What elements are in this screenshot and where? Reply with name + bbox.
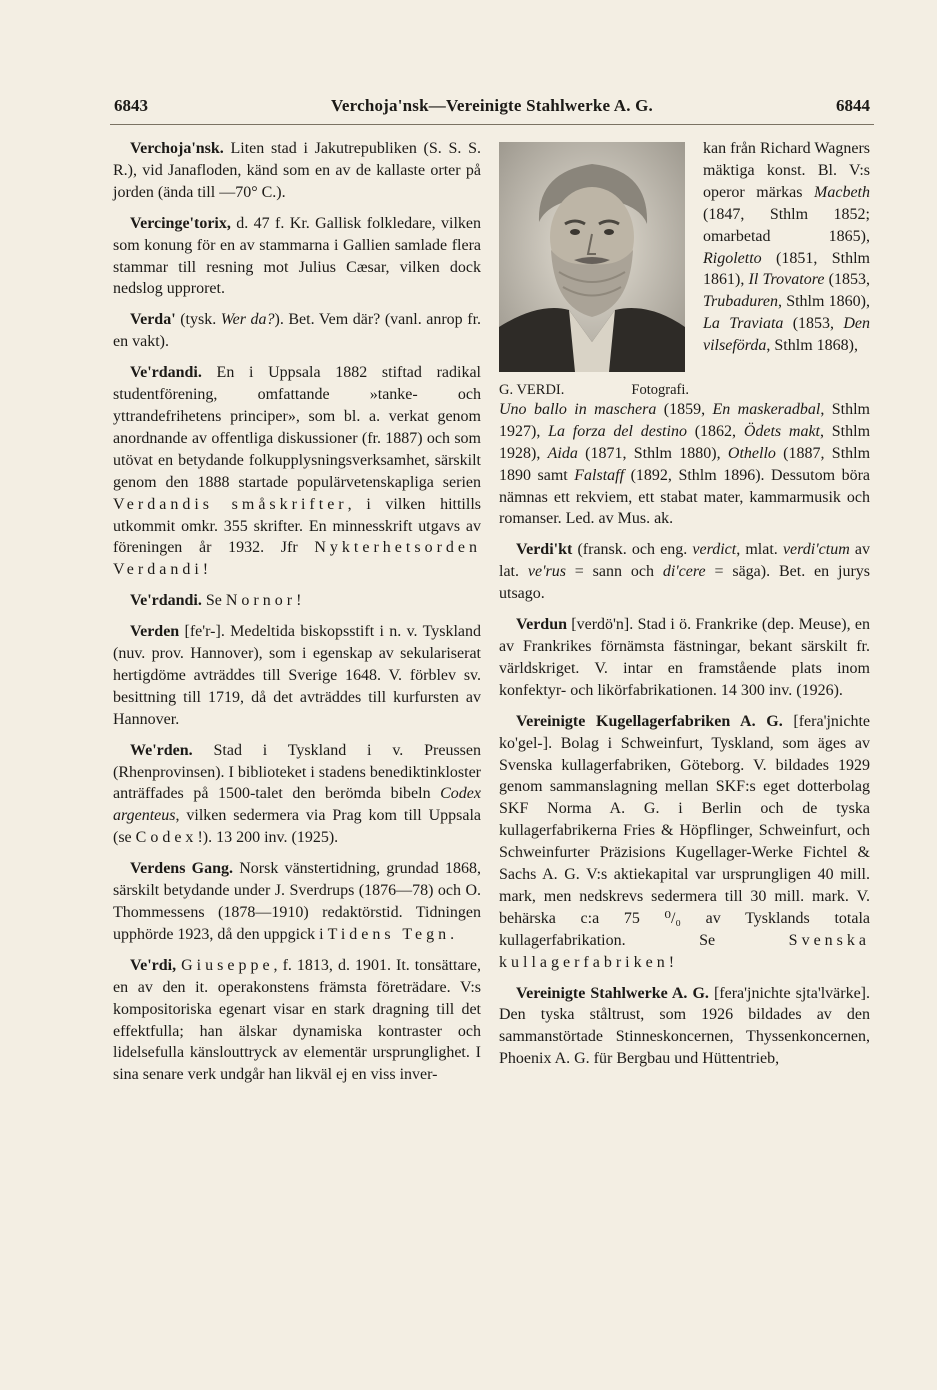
spaced-reference: Nykterhetsorden Verdandi: [113, 539, 481, 579]
opera-title: Den vilseförda: [703, 315, 871, 355]
headword: Verdun: [516, 616, 567, 634]
verdi-portrait-image: [499, 142, 685, 372]
entry-verden: [113, 621, 481, 731]
opera-title: La forza del destino: [548, 422, 687, 440]
entry-text: d. 47 f. Kr. Gallisk folkledare, vilken som konung för en av stammarna i Gallien samlade flera stammar till resning mot Julius Cæsar, vilken dock nedslog upproret.: [113, 214, 481, 298]
entry-text: kan från Richard Wagners mäktiga konst. Bl. V:s operor märkas: [703, 140, 870, 201]
spaced-name: Giuseppe: [181, 956, 274, 974]
entry-text: Stad i Tyskland i v. Preussen (Rhenprovinsen). I biblioteket i stadens benediktinkloster anträffades på 1500-talet den berömda bibeln: [113, 741, 481, 803]
right-column: [499, 138, 870, 1079]
headword: Verdi'kt: [516, 541, 573, 559]
opera-title: Macbeth: [814, 183, 870, 201]
entry-text: [fe'r-]. Medeltida biskopsstift i n. v. Tyskland (nuv. prov. Hannover), som i egenskap av sekulariserat hertigdöme avträddes till Sverige 1648. V. förblev sv. besittning till 1719, då det avträddes till kurfursten av Hannover.: [113, 623, 481, 728]
entry-text: = säga). Bet. en jurys utsago.: [499, 563, 871, 603]
verdi-continuation-side: [703, 138, 870, 357]
entry-text: (1892, Sthlm 1896). Dessutom böra nämnas ett rekviem, ett stabat mater, kammarmusik och romanser. Led. av Mus. ak.: [499, 466, 871, 528]
verdi-continuation: [499, 399, 870, 530]
caption-name: G. VERDI.: [499, 381, 565, 398]
spaced-reference: Svenska kullagerfabriken: [499, 931, 870, 971]
running-title: Verchoja'nsk—Vereinigte Stahlwerke A. G.: [330, 96, 654, 115]
opera-title: Falstaff: [574, 466, 625, 484]
spaced-reference: Tidens Tegn: [327, 925, 451, 943]
entry-text: (1853,: [783, 315, 844, 333]
entry-text: !: [202, 561, 209, 579]
headword: Verden: [130, 623, 180, 641]
headword: Vercinge'torix,: [130, 214, 231, 232]
entry-text: , mlat.: [736, 541, 783, 559]
entry-stahlwerke: [499, 983, 870, 1071]
left-column: [113, 138, 481, 1095]
opera-title: Trubaduren: [703, 293, 778, 311]
page-number-right: 6844: [836, 96, 870, 115]
portrait-figure: [499, 138, 695, 399]
entry-text: , i vilken hittills utkommit omkr. 355 skrifter. En minnesskrift utgavs av föreningen år 1932. Jfr: [113, 495, 481, 557]
entry-verchojansk: [113, 138, 481, 204]
opera-title: Rigoletto: [703, 249, 762, 267]
entry-verdens-gang: [113, 858, 481, 946]
caption-source: Fotografi.: [631, 381, 689, 398]
headword: Vereinigte Kugellagerfabriken A. G.: [516, 712, 783, 730]
entry-text: (1859,: [656, 400, 713, 418]
entry-verdun: [499, 614, 870, 702]
entry-text: (1851, Sthlm 1861),: [703, 249, 870, 289]
entry-text: [fera'jnichte sjta'lvärke]. Den tyska ståltrust, som 1926 bildades av den sammanstörtade Stinneskoncernen, Thyssenkoncernen, Phoenix A. G. für Bergbau und Hüttentrieb,: [499, 984, 871, 1068]
headword: Vereinigte Stahlwerke A. G.: [516, 984, 709, 1002]
entry-text: , Sthlm 1928),: [499, 422, 871, 462]
entry-text: Norsk vänstertidning, grundad 1868, särskilt betydande under J. Sverdrups (1876—78) och O. Thommessens (1878—1910) redaktörstid. Tidningen upphörde 1923, då den uppgick i: [113, 860, 482, 943]
entry-text: Liten stad i Jakutrepubliken (S. S. S. R.), vid Janafloden, känd som en av de kallaste orter på jorden (ända till —70° C.).: [113, 140, 481, 201]
portrait-wrap: [499, 138, 870, 399]
entry-text: , Sthlm 1927),: [499, 400, 870, 440]
entry-verda: [113, 309, 481, 353]
entry-verdandi: [113, 362, 481, 581]
entry-text: .: [450, 925, 455, 943]
opera-title: Il Trovatore: [748, 271, 825, 289]
headword: Ve'rdandi.: [130, 592, 202, 610]
entry-italic: di'cere: [662, 563, 706, 581]
entry-text: , vilken sedermera via Prag kom till Uppsala (se: [113, 807, 481, 847]
entry-italic: verdict: [692, 541, 737, 559]
opera-title: Aida: [547, 444, 578, 462]
headword: Verdens Gang.: [130, 860, 233, 878]
entry-text: [verdö'n]. Stad i ö. Frankrike (dep. Meuse), en av Frankrikes förnämsta fästningar, bekant särskilt fr. världskriget. V. intar en framstående plats inom konfektyr- och likörfabrikationen. 14 300 inv. (1926).: [499, 616, 870, 699]
entry-text: av lat.: [499, 541, 870, 581]
opera-title: Othello: [727, 444, 776, 462]
entry-text: (1847, Sthlm 1852; omarbetad 1865),: [703, 205, 870, 245]
opera-title: Ödets makt: [743, 422, 821, 440]
portrait-caption: [499, 381, 689, 399]
entry-werden: [113, 740, 481, 850]
entry-italic: ve'rus: [527, 563, 566, 581]
entry-verdandi-nornor: [113, 590, 481, 612]
entry-text: , Sthlm 1860),: [777, 293, 870, 311]
entry-vercingetorix: [113, 213, 481, 301]
entry-verdikt: [499, 539, 870, 605]
entry-text: (tysk.: [175, 311, 221, 329]
entry-text: , Sthlm 1868),: [766, 337, 858, 355]
headword: Ve'rdandi.: [130, 364, 202, 382]
entry-text: !). 13 200 inv. (1925).: [197, 829, 339, 847]
entry-italic: Wer da?: [220, 311, 275, 329]
entry-text: !: [296, 592, 302, 610]
opera-title: Uno ballo in maschera: [499, 400, 657, 418]
entry-text: En i Uppsala 1882 stiftad radikal studentförening, omfattande »tanke- och yttrandefrihetens principer», som bl. a. verkat genom anordnande av offentliga diskussioner (fr. 1887) och som utövat en betydande folkupplysningsverksamhet, särskilt genom den 1888 startade populärvetenskapliga serien: [113, 364, 481, 491]
page-header: [114, 96, 870, 120]
page-number-left: 6843: [114, 96, 148, 115]
entry-italic: Codex argenteus: [113, 785, 481, 825]
entry-kugellagerfabriken: [499, 711, 870, 974]
headword: Verchoja'nsk.: [130, 140, 224, 157]
headword: We'rden.: [130, 741, 193, 759]
entry-text: (1887, Sthlm 1890 samt: [499, 444, 871, 484]
entry-text: ). Bet. Vem där? (vanl. anrop fr. en vakt).: [113, 311, 482, 351]
entry-text: (1871, Sthlm 1880),: [577, 444, 728, 462]
entry-italic: verdi'ctum: [782, 541, 850, 559]
entry-text: (1853,: [824, 271, 871, 289]
header-rule: [110, 124, 874, 125]
entry-text: (1862,: [686, 422, 744, 440]
entry-text: = sann och: [565, 563, 663, 581]
opera-title: En maskeradbal: [712, 400, 821, 418]
spaced-reference: Verdandis småskrifter: [113, 495, 348, 513]
spaced-reference: Codex: [135, 829, 198, 847]
entry-text: [fera'jnichte ko'gel-]. Bolag i Schweinfurt, Tyskland, som äges av Svenska kullagerfabriken, Göteborg. V. bildades 1929 genom sammanslagning mellan SKF:s eget dotterbolag SKF Norma A. G. i Berlin och de tyska kullagerfabrikerna Fries & Höpflinger, Schweinfurt, och Schweinfurter Präzisions Kugellager-Werke Fichtel & Sachs A. G. V:s aktiekapital var ursprungligen 40 mill. mark, men nedskrevs sedermera till 30 mill. mark. V. behärska c:a 75 ⁰/₀ av Tysklands totala kullagerfabrikation. Se: [499, 712, 870, 949]
opera-title: La Traviata: [703, 315, 784, 333]
entry-text: , f. 1813, d. 1901. It. tonsättare, en av den it. operakonstens främsta företrädare. V:s kompositoriska egenart visar en stark dragning till det effektfulla; han älskar dynamiska kontraster och lidelsefulla känslouttryck av elementär ursprunglighet. I sina senare verk undgår han likväl ej en viss inver-: [113, 956, 482, 1084]
entry-text: Se: [201, 592, 226, 610]
entry-text: !: [668, 953, 675, 971]
entry-text: (fransk. och eng.: [572, 541, 693, 559]
entry-verdi: [113, 955, 481, 1086]
headword: Ve'rdi,: [130, 956, 177, 974]
spaced-reference: Nornor: [225, 592, 297, 610]
headword: Verda': [130, 311, 176, 329]
